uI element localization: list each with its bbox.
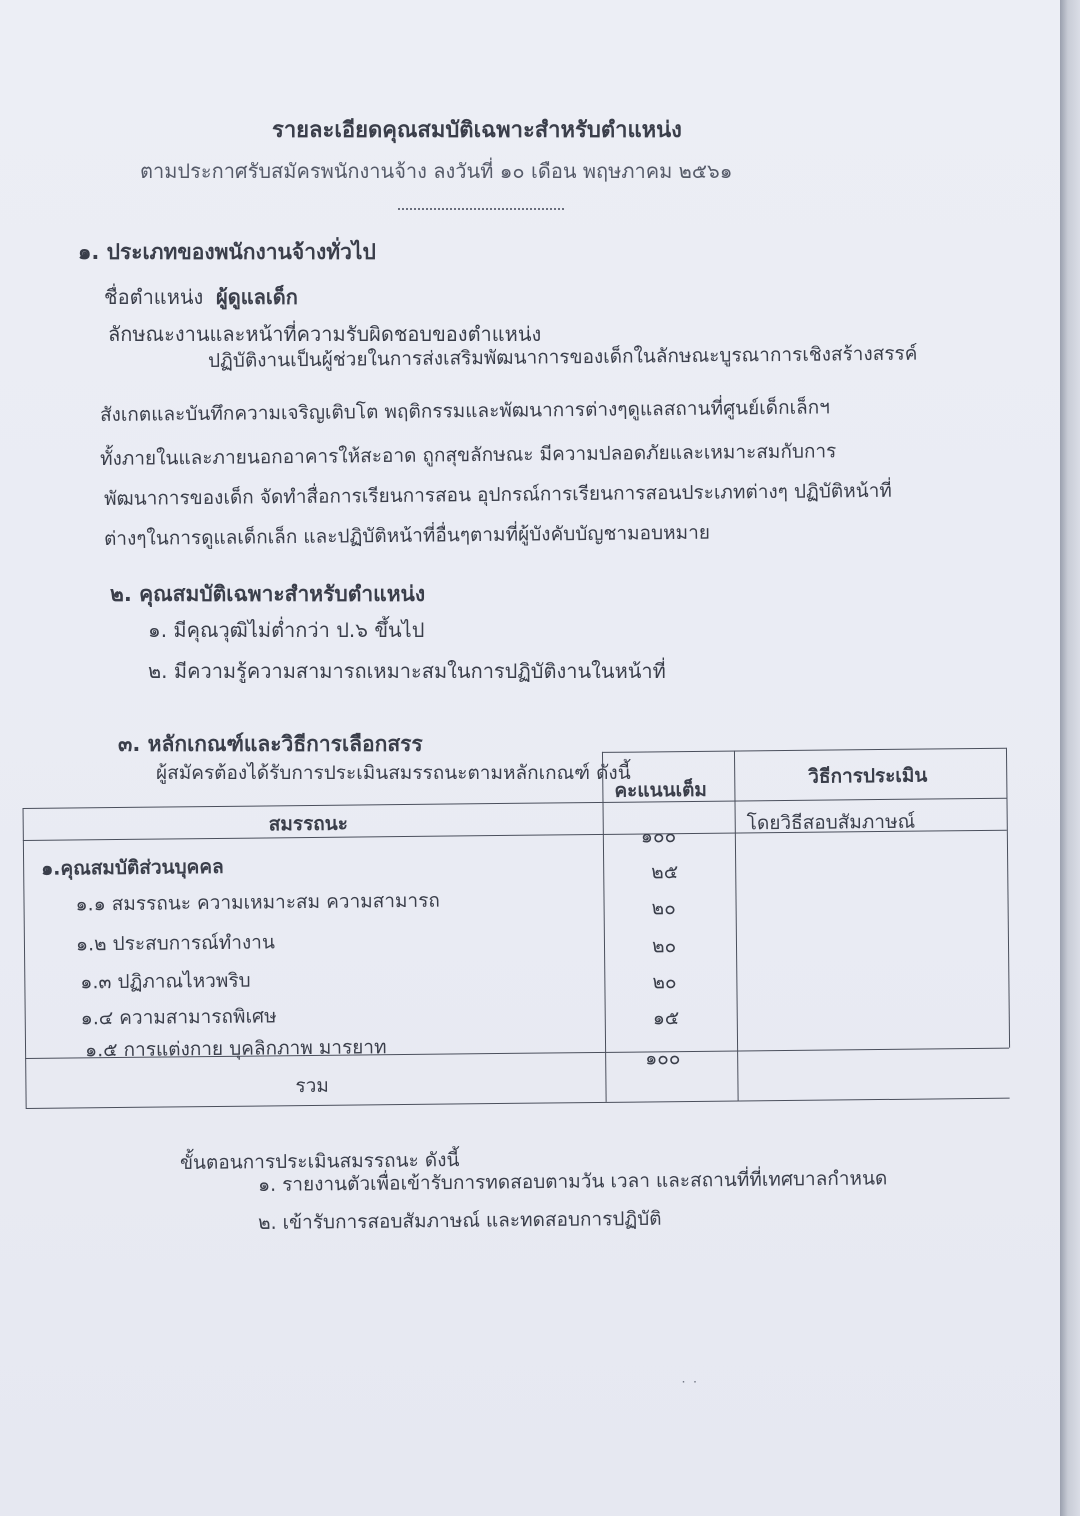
section3-heading: ๓. หลักเกณฑ์และวิธีการเลือกสรร bbox=[118, 732, 423, 756]
table-row-label: ๑.๕ การแต่งกาย บุคลิกภาพ มารยาท bbox=[84, 1036, 387, 1062]
duty-line: สังเกตและบันทึกความเจริญเติบโต พฤติกรรมและพัฒนาการต่างๆดูแลสถานที่ศูนย์เด็กเล็กฯ bbox=[99, 396, 830, 426]
table-total-label: รวม bbox=[295, 1074, 329, 1098]
table-header-method: วิธีการประเมิน bbox=[808, 764, 928, 788]
document-title: รายละเอียดคุณสมบัติเฉพาะสำหรับตำแหน่ง bbox=[272, 118, 682, 143]
table-row-score: ๒๕ bbox=[651, 861, 679, 884]
page-edge-shadow bbox=[1060, 0, 1080, 1516]
position-line bbox=[104, 281, 298, 313]
section1-heading: ๑. ประเภทของพนักงานจ้างทั่วไป bbox=[78, 240, 376, 264]
document-subtitle: ตามประกาศรับสมัครพนักงานจ้าง ลงวันที่ ๑๐ เดือน พฤษภาคม ๒๕๖๑ bbox=[140, 159, 733, 183]
page-speck: ˙ ˙ bbox=[680, 1380, 699, 1396]
table-method: โดยวิธีสอบสัมภาษณ์ bbox=[746, 810, 916, 835]
steps-heading: ขั้นตอนการประเมินสมรรถนะ ดังนี้ bbox=[179, 1149, 460, 1174]
table-header-score: คะแนนเต็ม bbox=[614, 778, 707, 802]
duty-line: พัฒนาการของเด็ก จัดทำสื่อการเรียนการสอน อุปกรณ์การเรียนการสอนประเภทต่างๆ ปฏิบัติหน้าที่ bbox=[103, 479, 892, 510]
step-item: ๒. เข้ารับการสอบสัมภาษณ์ และทดสอบการปฏิบัติ bbox=[257, 1207, 662, 1234]
table-row-score: ๑๕ bbox=[652, 1007, 680, 1030]
table-row-label: ๑.๔ ความสามารถพิเศษ bbox=[80, 1005, 277, 1030]
duty-line: ต่างๆในการดูแลเด็กเล็ก และปฏิบัติหน้าที่อื่นๆตามที่ผู้บังคับบัญชามอบหมาย bbox=[103, 521, 711, 550]
table-border-right bbox=[1006, 748, 1010, 1048]
table-row-score: ๒๐ bbox=[652, 971, 677, 994]
section2-heading: ๒. คุณสมบัติเฉพาะสำหรับตำแหน่ง bbox=[110, 582, 426, 606]
table-group-label: ๑.คุณสมบัติส่วนบุคคล bbox=[41, 855, 224, 880]
table-group-score: ๑๐๐ bbox=[640, 825, 677, 848]
table-col-divider bbox=[602, 752, 607, 1102]
duty-heading: ลักษณะงานและหน้าที่ความรับผิดชอบของตำแหน่ง bbox=[108, 322, 542, 346]
position-name: ผู้ดูแลเด็ก bbox=[216, 285, 298, 309]
table-col-divider bbox=[734, 751, 739, 1101]
competency-table bbox=[22, 748, 1014, 1108]
table-row-label: ๑.๑ สมรรถนะ ความเหมาะสม ความสามารถ bbox=[75, 889, 440, 916]
qualification-item: ๑. มีคุณวุฒิไม่ต่ำกว่า ป.๖ ขึ้นไป bbox=[148, 618, 425, 642]
qualification-item: ๒. มีความรู้ความสามารถเหมาะสมในการปฏิบัติงานในหน้าที่ bbox=[148, 659, 666, 683]
table-row-score: ๒๐ bbox=[651, 897, 676, 920]
step-item: ๑. รายงานตัวเพื่อเข้ารับการทดสอบตามวัน เวลา และสถานที่ที่เทศบาลกำหนด bbox=[257, 1167, 888, 1196]
position-label: ชื่อตำแหน่ง bbox=[104, 285, 204, 309]
table-row-score: ๒๐ bbox=[651, 935, 677, 958]
section3-intro: ผู้สมัครต้องได้รับการประเมินสมรรถนะตามหลักเกณฑ์ ดังนี้ bbox=[156, 762, 631, 784]
table-header-competency: สมรรถนะ bbox=[268, 812, 349, 836]
table-total-score: ๑๐๐ bbox=[645, 1047, 681, 1070]
duty-line: ทั้งภายในและภายนอกอาคารให้สะอาด ถูกสุขลักษณะ มีความปลอดภัยและเหมาะสมกับการ bbox=[99, 440, 837, 470]
duty-line: ปฏิบัติงานเป็นผู้ช่วยในการส่งเสริมพัฒนาการของเด็กในลักษณะบูรณาการเชิงสร้างสรรค์ bbox=[207, 342, 918, 372]
table-row-label: ๑.๓ ปฏิภาณไหวพริบ bbox=[80, 969, 251, 994]
table-row-label: ๑.๒ ประสบการณ์ทำงาน bbox=[75, 931, 275, 956]
title-divider bbox=[398, 208, 564, 210]
